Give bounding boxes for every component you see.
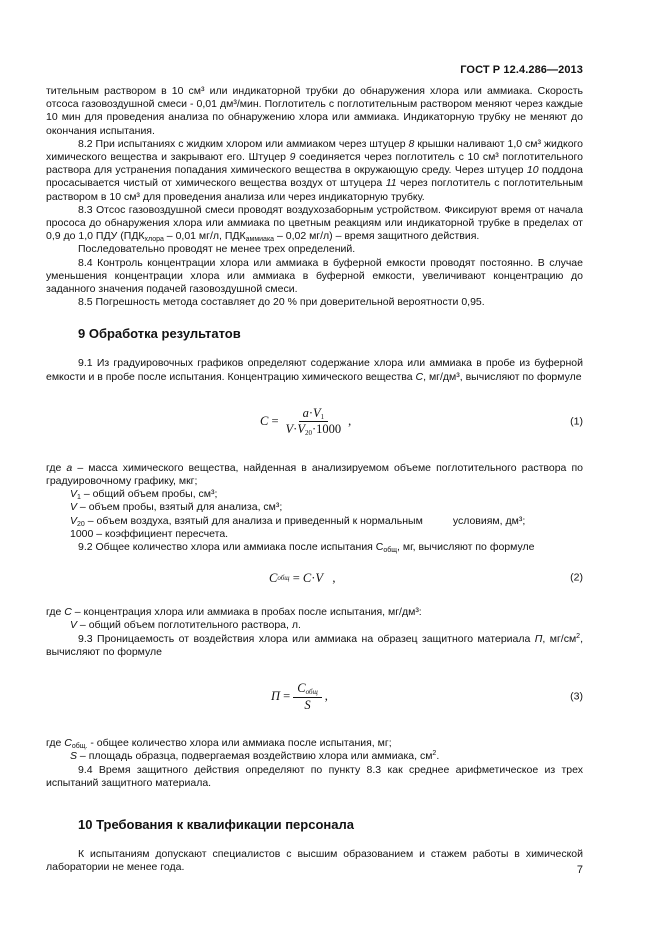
paragraph-9-4: 9.4 Время защитного действия определяют по пункту 8.3 как среднее арифметическое из трех испытаний защитного материала. <box>46 763 583 789</box>
paragraph-8-4: 8.4 Контроль концентрации хлора или аммиака в буферной емкости проводят постоянно. В случае уменьшения концентрации хлора или аммиака в буферной емкости, увеличивают концентрацию до заданного значения подачей газовоздушной смеси. <box>46 256 583 296</box>
paragraph-9-2: 9.2 Общее количество хлора или аммиака после испытания $С_{общ}$, мг, вычисляют по формуле <box>78 541 535 555</box>
section-10-heading: 10 Требования к квалификации персонала <box>78 816 354 832</box>
paragraph-8-5: 8.5 Погрешность метода составляет до 20 % при доверительной вероятности 0,95. <box>78 296 485 309</box>
formula-3-number: (3) <box>570 690 583 703</box>
formula-1-fraction: $\frac{a\cdot V_1}{V\cdot V_{20}\cdot 1000}$ <box>285 406 342 438</box>
paragraph-8-2: 8.2 При испытаниях с жидким хлором или аммиаком через штуцер 8 крышки наливают 1,0 см³ жидкого химического вещества и закрывают его. Штуцер 9 соединяется через поглотитель с 10 см³ поглотительного раствора для устранения попадания химического вещества в окружающую среду. Через штуцер 10 поддона просасывается чистый от химического вещества воздух от штуцера 11 через поглотитель с поглотительным раствором в 10 см³ для проведения анализа или через индикаторную трубку. <box>46 137 584 203</box>
paragraph-10: К испытаниям допускают специалистов с высшим образованием и стажем работы в химической лаборатории не менее года. <box>46 847 583 874</box>
formula-1: C = $\frac{a\cdot V_1}{V\cdot V_{20}\cdot 1000}$ , (1) <box>260 406 583 438</box>
where-list-1: где a – масса химического вещества, найденная в анализируемом объеме поглотительного раствора по градуировочному графику, мкг; $V_1$ – общий объем пробы, см³; V – объем пробы, взятый для анализа, см³; $V_{20}$ – объем воздуха, взятый для анализа и приведенный к нормальным условиям, дм³; 1000 – коэффициент пересчета. <box>46 461 583 540</box>
page-body <box>46 85 583 874</box>
formula-1-number: (1) <box>570 415 583 428</box>
where-list-2: где С – концентрация хлора или аммиака в пробах после испытания, мг/дм³: V – общий объем поглотительного раствора, л. <box>46 606 422 632</box>
formula-2: C общ = C · V , (2) <box>269 570 583 585</box>
standard-header: ГОСТ Р 12.4.286—2013 <box>460 64 583 76</box>
section-9-heading: 9 Обработка результатов <box>78 326 241 342</box>
formula-3-fraction: $\frac{C_{общ}}{S}$ <box>293 682 322 711</box>
formula-3: П = $\frac{C_{общ}}{S}$ , (3) <box>271 681 583 712</box>
paragraph-9-3: 9.3 Проницаемость от воздействия хлора или аммиака на образец защитного материала П, $мг/см^2$, вычисляют по формуле <box>46 632 583 658</box>
page-number: 7 <box>576 864 583 876</box>
paragraph-8-3: 8.3 Отсос газовоздушной смеси проводят воздухозаборным устройством. Фиксируют время от начала прососа до обнаружения хлора или аммиака по цветным реакциям или индикаторной трубке в пределах от 0,9 до 1,0 ПДУ ($ПДК_{хлора} - 0,01$ мг/л, $ПДК_{аммиака} - 0,02$ мг/л) – время защитного действия. <box>46 203 583 244</box>
paragraph-9-1: 9.1 Из градуировочных графиков определяют содержание хлора или аммиака в пробе из буферной емкости и в пробе после испытания. Концентрацию химического вещества С, мг/дм³, вычисляют по формуле <box>46 357 583 383</box>
paragraph-8-3-continued: Последовательно проводят не менее трех определений. <box>78 243 356 256</box>
paragraph-intro: тительным раствором в 10 см³ или индикаторной трубки до обнаружения хлора или аммиака. Скорость отсоса газовоздушной смеси - 0,01 дм³/мин. Поглотитель с поглотительным раствором меняют через каждые 10 мин для проведения анализа по обнаружению хлора или аммиака. Индикаторную трубку не меняют до окончания испытания. <box>46 85 583 137</box>
formula-2-number: (2) <box>570 571 583 584</box>
where-list-3: где $С_{общ.}$ - общее количество хлора или аммиака после испытания, мг; S – площадь образца, подвергаемая воздействию хлора или аммиака, $см^2$. <box>46 737 440 763</box>
